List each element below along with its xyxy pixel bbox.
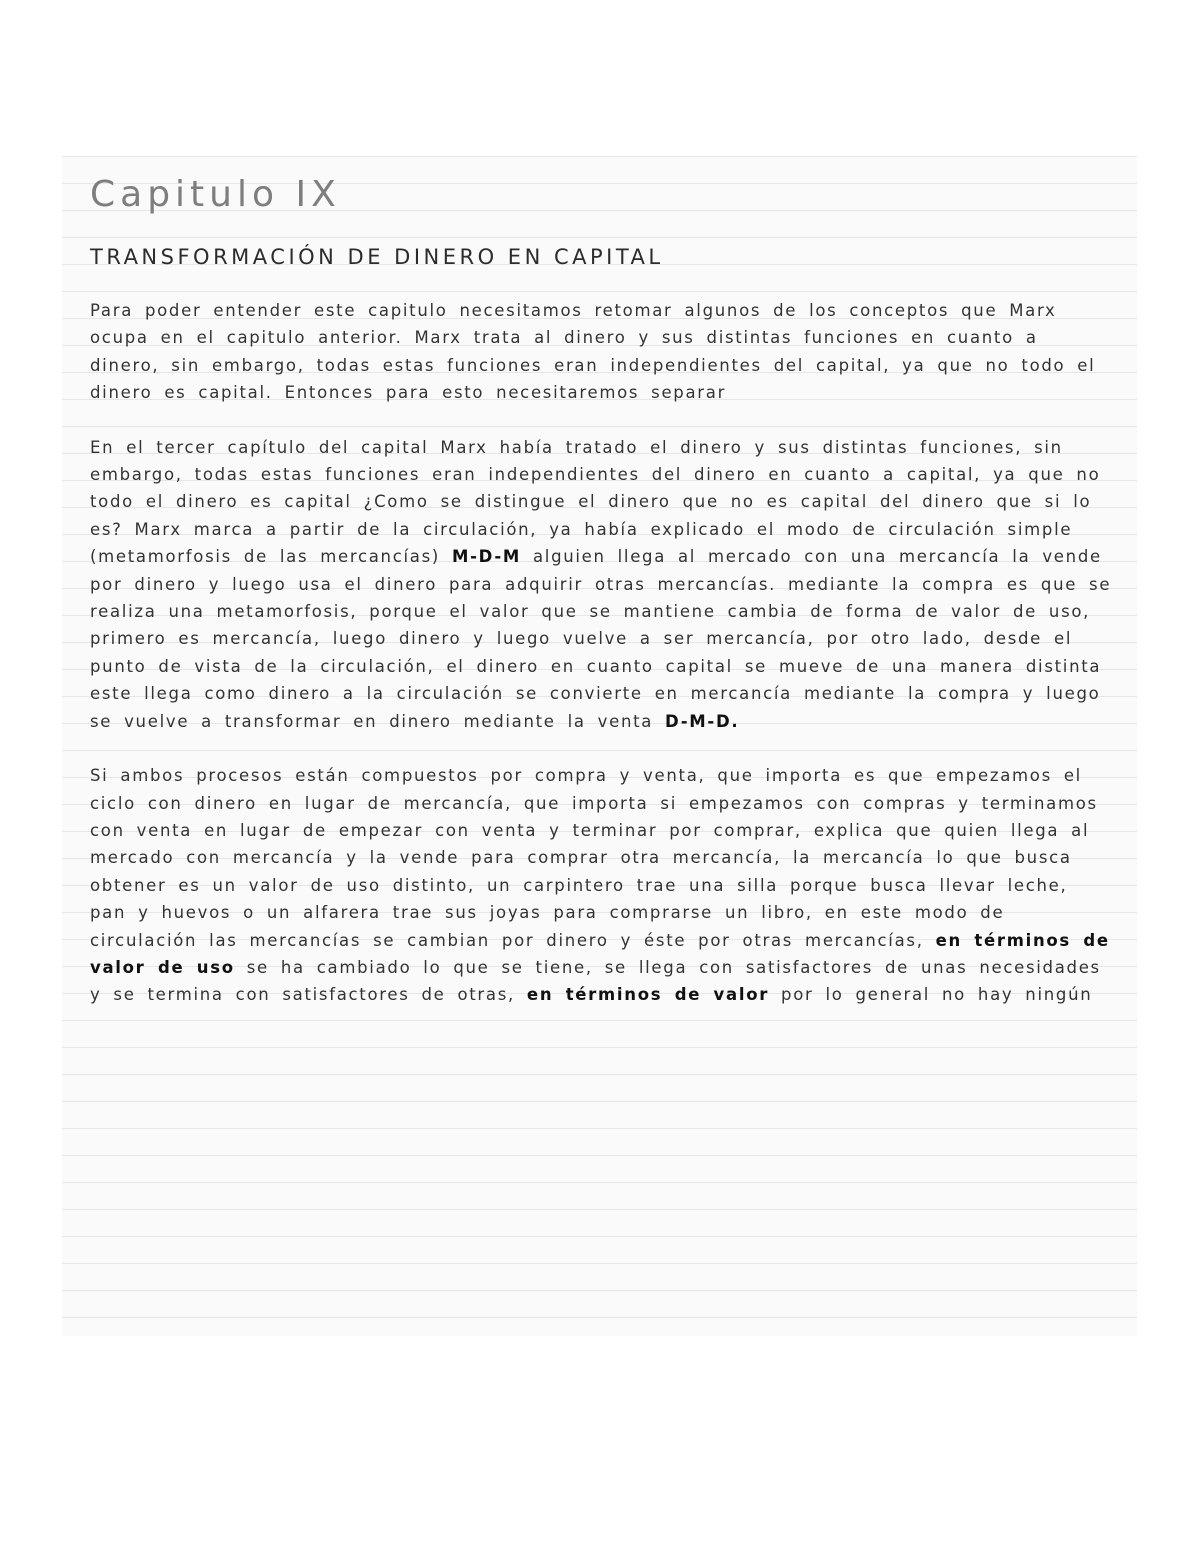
paragraph-3-text-c: por lo general no hay ningún	[781, 985, 1093, 1005]
paragraph-3	[90, 762, 1115, 1009]
formula-mdm: M-D-M	[451, 547, 522, 567]
emphasis-valor: en términos de valor	[526, 985, 770, 1005]
section-title: TRANSFORMACIÓN DE DINERO EN CAPITAL	[90, 245, 664, 269]
paragraph-2-text-b: alguien llega al mercado con una mercancía la vende por dinero y luego usa el dinero para adquirir otras mercancías. mediante la compra es que se realiza una metamorfosis, porque el valor que se mantiene cambia de forma de valor de uso, primero es mercancía, luego dinero y luego vuelve a ser mercancía, por otro lado, desde el punto de vista de la circulación, el dinero en cuanto capital se mueve de una manera distinta este llega como dinero a la circulación se convierte en mercancía mediante la compra y luego se vuelve a transformar en dinero mediante la venta	[90, 547, 1112, 731]
formula-dmd: D-M-D.	[665, 711, 740, 731]
emphasis-valor-de-uso: en términos de valor de uso	[90, 930, 1110, 977]
paragraph-2-text-a: En el tercer capítulo del capital Marx había tratado el dinero y sus distintas funciones, sin embargo, todas estas funciones eran independientes del dinero en cuanto a capital, ya que no todo el dinero es capital ¿Como se distingue el dinero que no es capital del dinero que si lo es? Marx marca a partir de la circulación, ya había explicado el modo de circulación simple (metamorfosis de las mercancías)	[90, 437, 1101, 567]
paragraph-3-text-a: Si ambos procesos están compuestos por compra y venta, que importa es que empezamos el ciclo con dinero en lugar de mercancía, que importa si empezamos con compras y terminamos con venta en lugar de empezar con venta y terminar por comprar, explica que quien llega al mercado con mercancía y la vende para comprar otra mercancía, la mercancía lo que busca obtener es un valor de uso distinto, un carpintero trae una silla porque busca llevar leche, pan y huevos o un alfarera trae sus joyas para comprarse un libro, en este modo de circulación las mercancías se cambian por dinero y éste por otras mercancías,	[90, 766, 1098, 950]
handwritten-notes	[90, 168, 1115, 1036]
paragraph-2	[90, 434, 1115, 735]
paragraph-3-text-b: se ha cambiado lo que se tiene, se llega con satisfactores de unas necesidades y se termina con satisfactores de otras,	[90, 957, 1101, 1005]
paragraph-1: Para poder entender este capitulo necesitamos retomar algunos de los conceptos que Marx ocupa en el capitulo anterior. Marx trata al dinero y sus distintas funciones en cuanto a dinero, sin embargo, todas estas funciones eran independientes del capital, ya que no todo el dinero es capital. Entonces para esto necesitaremos separar	[90, 301, 1096, 403]
chapter-heading: Capitulo IX	[90, 174, 341, 215]
